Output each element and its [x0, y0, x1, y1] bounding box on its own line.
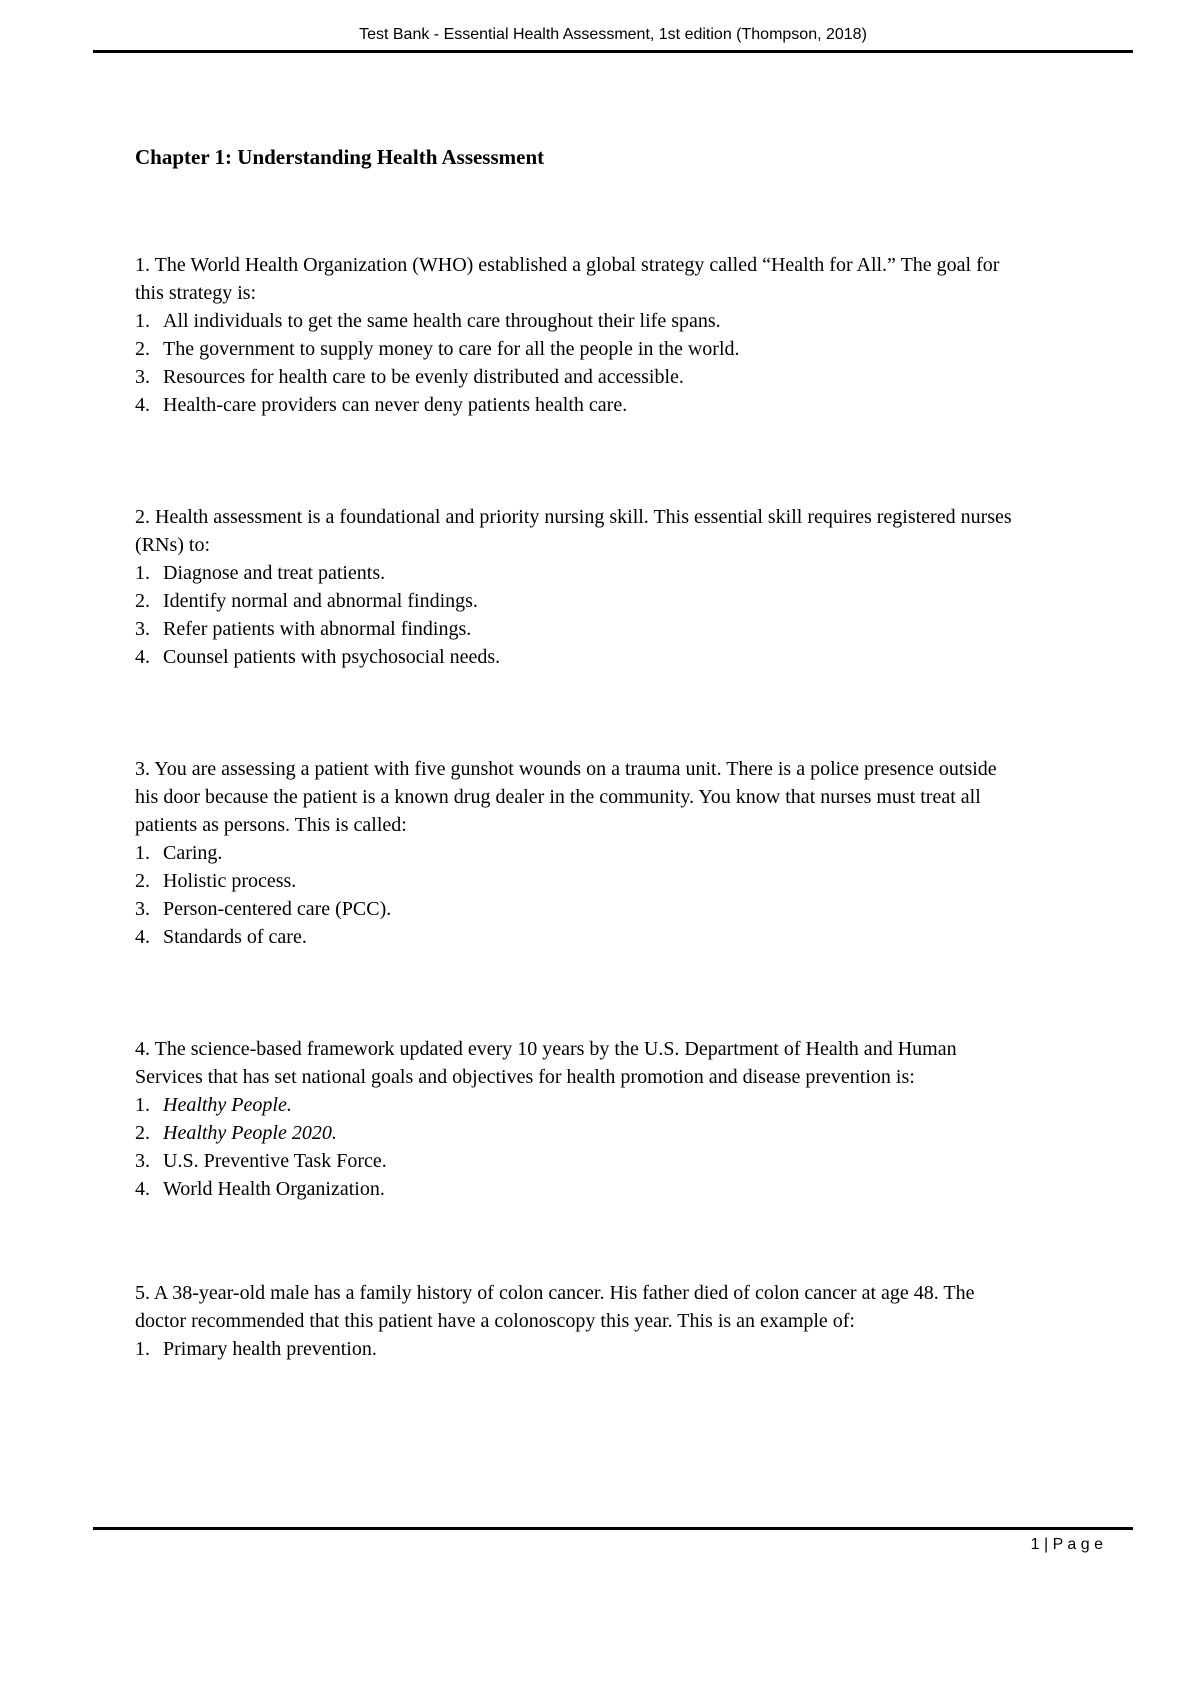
page-number: 1 | P a g e: [1030, 1536, 1103, 1553]
option-number: 2.: [135, 870, 150, 892]
answer-option: [135, 307, 1017, 335]
option-text: Identify normal and abnormal findings.: [163, 590, 478, 612]
question-stem-text: A 38-year-old male has a family history of colon cancer. His father died of colon cancer at age 48. The doctor recommended that this patient have a colonoscopy this year. This is an example of:: [135, 1282, 975, 1332]
question-stem-text: The science-based framework updated every 10 years by the U.S. Department of Health and Human Services that has set national goals and objectives for health promotion and disease prevention is:: [135, 1038, 957, 1088]
answer-option: [135, 363, 1017, 391]
answer-option: [135, 1175, 1017, 1203]
answer-option: [135, 923, 1017, 951]
option-number: 4.: [135, 394, 150, 416]
answer-option: [135, 615, 1017, 643]
answer-option: [135, 587, 1017, 615]
option-text: Healthy People 2020.: [163, 1122, 337, 1144]
page-body: [135, 53, 1017, 1363]
question-number: 4.: [135, 1038, 150, 1060]
option-text: Diagnose and treat patients.: [163, 562, 386, 584]
option-text: U.S. Preventive Task Force.: [163, 1150, 387, 1172]
question-stem: [135, 1279, 1017, 1335]
question-5: [135, 1279, 1017, 1363]
option-text: Person-centered care (PCC).: [163, 898, 392, 920]
question-number: 1.: [135, 254, 150, 276]
footer-rule: [93, 1527, 1133, 1530]
answer-option: [135, 335, 1017, 363]
page-header: [93, 0, 1133, 53]
option-number: 1.: [135, 1338, 150, 1360]
question-stem: [135, 1035, 1017, 1091]
option-text: Resources for health care to be evenly distributed and accessible.: [163, 366, 684, 388]
option-text: Caring.: [163, 842, 223, 864]
option-number: 4.: [135, 646, 150, 668]
answer-option: [135, 1147, 1017, 1175]
answer-option: [135, 643, 1017, 671]
chapter-title: Chapter 1: Understanding Health Assessment: [135, 145, 545, 169]
option-number: 1.: [135, 562, 150, 584]
option-number: 2.: [135, 1122, 150, 1144]
question-2: [135, 503, 1017, 671]
option-text: Primary health prevention.: [163, 1338, 377, 1360]
option-number: 4.: [135, 926, 150, 948]
question-4: [135, 1035, 1017, 1203]
option-number: 1.: [135, 310, 150, 332]
answer-option: [135, 867, 1017, 895]
question-1: [135, 251, 1017, 419]
question-number: 3.: [135, 758, 150, 780]
option-number: 2.: [135, 590, 150, 612]
answer-option: [135, 839, 1017, 867]
answer-option: [135, 1119, 1017, 1147]
answer-option: [135, 1335, 1017, 1363]
question-stem: [135, 755, 1017, 839]
question-stem: [135, 503, 1017, 559]
question-3: [135, 755, 1017, 951]
question-number: 2.: [135, 506, 150, 528]
answer-option: [135, 1091, 1017, 1119]
option-text: Refer patients with abnormal findings.: [163, 618, 472, 640]
option-number: 2.: [135, 338, 150, 360]
option-number: 3.: [135, 898, 150, 920]
answer-option: [135, 559, 1017, 587]
option-number: 3.: [135, 618, 150, 640]
option-text: Healthy People.: [163, 1094, 292, 1116]
option-text: Health-care providers can never deny patients health care.: [163, 394, 628, 416]
question-stem-text: You are assessing a patient with five gunshot wounds on a trauma unit. There is a police presence outside his door because the patient is a known drug dealer in the community. You know that nurses must treat all patients as persons. This is called:: [135, 758, 997, 836]
option-text: Standards of care.: [163, 926, 307, 948]
option-text: All individuals to get the same health care throughout their life spans.: [163, 310, 721, 332]
option-number: 4.: [135, 1178, 150, 1200]
option-number: 3.: [135, 366, 150, 388]
answer-option: [135, 391, 1017, 419]
option-number: 1.: [135, 1094, 150, 1116]
header-title: Test Bank - Essential Health Assessment, 1st edition (Thompson, 2018): [359, 26, 867, 43]
question-stem-text: Health assessment is a foundational and priority nursing skill. This essential skill requires registered nurses (RNs) to:: [135, 506, 1012, 556]
question-number: 5.: [135, 1282, 150, 1304]
question-stem: [135, 251, 1017, 307]
question-stem-text: The World Health Organization (WHO) established a global strategy called “Health for All.” The goal for this strategy is:: [135, 254, 1000, 304]
option-text: The government to supply money to care for all the people in the world.: [163, 338, 740, 360]
option-text: Counsel patients with psychosocial needs.: [163, 646, 501, 668]
option-text: Holistic process.: [163, 870, 297, 892]
answer-option: [135, 895, 1017, 923]
option-number: 1.: [135, 842, 150, 864]
option-text: World Health Organization.: [163, 1178, 385, 1200]
option-number: 3.: [135, 1150, 150, 1172]
